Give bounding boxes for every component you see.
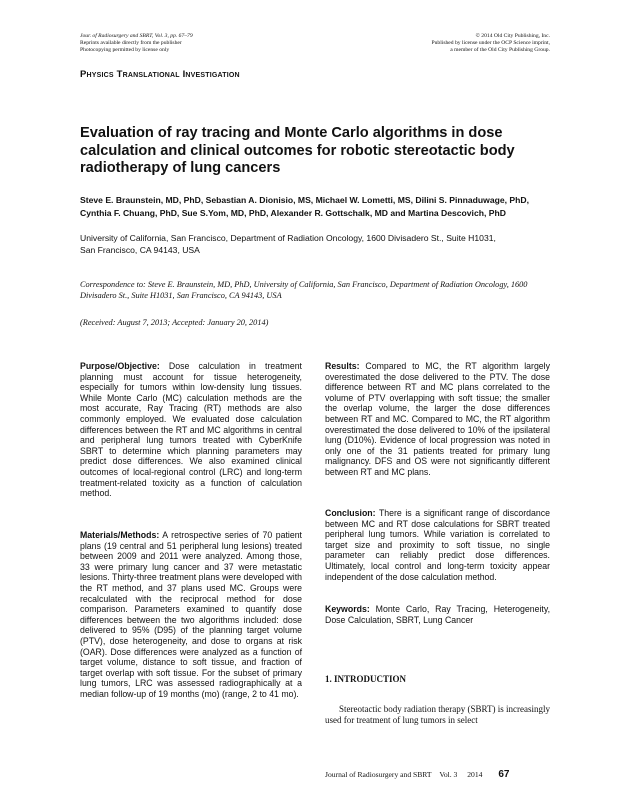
abstract-right-column-keywords <box>325 604 550 625</box>
abstract-right-column-conclusion <box>325 508 550 582</box>
purpose-label: Purpose/Objective: <box>80 361 160 371</box>
keywords-label: Keywords: <box>325 604 370 614</box>
introduction-text: Stereotactic body radiation therapy (SBRT) is increasingly used for treatment of lung tumors in select <box>325 704 550 726</box>
section-label-text: Physics Translational Investigation <box>80 69 240 80</box>
keywords-text: Monte Carlo, Ray Tracing, Heterogeneity, Dose Calculation, SBRT, Lung Cancer <box>325 604 550 625</box>
methods-paragraph <box>80 530 302 700</box>
affiliation <box>80 233 560 256</box>
author-list: Steve E. Braunstein, MD, PhD, Sebastian A. Dionisio, MS, Michael W. Lometti, MS, Dilini S. Pinnaduwage, PhD, Cynthia F. Chuang, PhD, Sue S.Yom, MD, PhD, Alexander R. Gottschalk, MD and Martina Descovich, PhD <box>80 195 530 218</box>
received-dates: (Received: August 7, 2013; Accepted: January 20, 2014) <box>80 318 269 327</box>
results-label: Results: <box>325 361 360 371</box>
correspondence: Correspondence to: Steve E. Braunstein, MD, PhD, University of California, San Francisco, Department of Radiation Oncology, 1600 Divisadero St., Suite H1031, San Francisco, CA 94143, USA <box>80 280 528 300</box>
journal-citation: Jour. of Radiosurgery and SBRT, Vol. 3, pp. 67–79 <box>80 33 193 39</box>
methods-text: A retrospective series of 70 patient plans (19 central and 51 peripheral lung lesions) treated between 2009 and 2011 were analyzed. Among those, 33 were primary lung cancer and 37 were metastatic lesions. Thirty-three treatment plans were developed with the RT method, and 37 plans used MC. Groups were recalculated with the reciprocal method for dose comparison. Parameters examined to quantify dose differences between the two algorithms included: dose delivered to 95% (D95) of the planning target volume (PTV), dose heterogeneity, and dose to organs at risk (OAR). Dose differences were analyzed as a function of target volume, distance to soft tissue, and fraction of target overlap with soft tissue. For the subset of primary lung tumors, LRC was assessed radiographically at a median follow-up of 19 months (mo) (range, 2 to 41 mo). <box>80 530 302 699</box>
keywords-paragraph <box>325 604 550 625</box>
footer-volume: Vol. 3 <box>439 770 458 779</box>
conclusion-label: Conclusion: <box>325 508 376 518</box>
purpose-paragraph <box>80 361 302 499</box>
running-header-right <box>290 33 550 54</box>
footer-journal: Journal of Radiosurgery and SBRT <box>325 770 432 779</box>
article-title: Evaluation of ray tracing and Monte Carlo algorithms in dose calculation and clinical outcomes for robotic stereotactic body radiotherapy of lung cancers <box>80 125 515 176</box>
publisher-member-note: a member of the Old City Publishing Group. <box>450 47 550 53</box>
affiliation-line-2: San Francisco, CA 94143, USA <box>80 244 200 255</box>
conclusion-text: There is a significant range of discordance between MC and RT dose calculations for SBRT treated peripheral lung tumors. While variation is correlated to target size and proximity to soft tissue, no single parameter can reliably predict dose differences. Ultimately, local control and long-term toxicity appear independent of the dose calculation method. <box>325 508 550 582</box>
methods-label: Materials/Methods: <box>80 530 160 540</box>
section-label <box>80 69 240 80</box>
abstract-left-column <box>80 361 302 499</box>
page-number: 67 <box>498 769 510 780</box>
purpose-text: Dose calculation in treatment planning must account for tissue heterogeneity, especially for tumors within low-density lung tissues. While Monte Carlo (MC) calculation methods are the most accurate, Ray Tracing (RT) methods are also commonly employed. We evaluated dose calculation differences between the RT and MC algorithms in central and peripheral lung tumors treated with CyberKnife SBRT to determine which planning parameters may predict dose differences. We also examined clinical outcomes of local-regional control (LRC) and long-term treatment-related toxicity as a function of calculation method. <box>80 361 302 499</box>
copyright-note: © 2014 Old City Publishing, Inc. <box>475 33 550 39</box>
affiliation-line-1: University of California, San Francisco, Department of Radiation Oncology, 1600 Divisadero St., Suite H1031, <box>80 233 496 243</box>
reprints-note: Reprints available directly from the publisher <box>80 40 182 46</box>
results-text: Compared to MC, the RT algorithm largely overestimated the dose delivered to the PTV. The dose difference between RT and MC plans correlated to the volume of PTV overlapping with soft tissue; the smaller the overlap volume, the larger the dose differences between RT and MC. Compared to MC, the RT algorithm overestimated the dose delivered to 10% of the ipsilateral lung (D10%). Evidence of local progression was noted in only one of the 31 patients treated for primary lung malignancy. DFS and OS were not significantly different between RT and MC plans. <box>325 361 550 477</box>
abstract-right-column-results <box>325 361 550 478</box>
page-footer <box>325 769 550 780</box>
photocopy-note: Photocopying permitted by license only <box>80 47 170 53</box>
footer-year: 2014 <box>467 770 483 779</box>
conclusion-paragraph <box>325 508 550 582</box>
abstract-left-column-methods <box>80 530 302 700</box>
introduction-heading: 1. INTRODUCTION <box>325 674 407 684</box>
results-paragraph <box>325 361 550 478</box>
license-note: Published by license under the OCP Science imprint, <box>431 40 550 46</box>
